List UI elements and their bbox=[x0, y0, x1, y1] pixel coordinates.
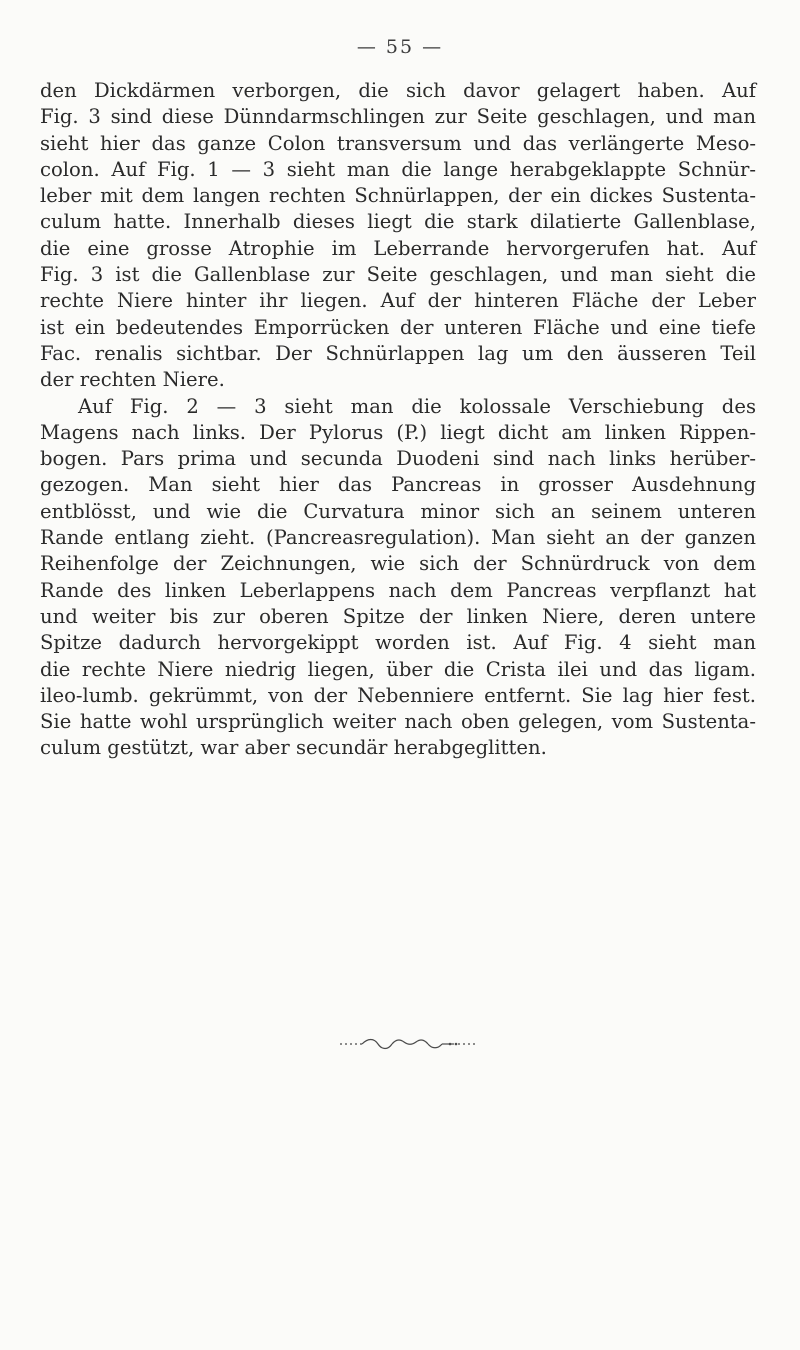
text-line: den Dickdärmen verborgen, die sich davor gelagert haben. Auf bbox=[40, 79, 756, 102]
text-line: Fac. renalis sichtbar. Der Schnürlappen lag um den äusseren Teil bbox=[40, 341, 756, 365]
page-number: — 55 — bbox=[356, 36, 444, 58]
text-line: ist ein bedeutendes Emporrücken der unteren Fläche und eine tiefe bbox=[40, 315, 756, 339]
text-line: Rande entlang zieht. (Pancreasregulation). Man sieht an der ganzen bbox=[40, 526, 756, 550]
text-line: entblösst, und wie die Curvatura minor sich an seinem unteren bbox=[40, 499, 756, 523]
text-line: rechte Niere hinter ihr liegen. Auf der hinteren Fläche der Leber bbox=[40, 289, 756, 313]
text-line: Reihenfolge der Zeichnungen, wie sich der Schnürdruck von dem bbox=[40, 552, 756, 576]
text-line: sieht hier das ganze Colon transversum und das verlängerte Meso- bbox=[40, 131, 756, 155]
text-line: die eine grosse Atrophie im Leberrande hervorgerufen hat. Auf bbox=[40, 236, 756, 260]
text-line: Magens nach links. Der Pylorus (P.) liegt dicht am linken Rippen- bbox=[40, 420, 756, 444]
text-line: Auf Fig. 2 — 3 sieht man die kolossale Verschiebung des bbox=[78, 394, 756, 418]
text-line: culum hatte. Innerhalb dieses liegt die stark dilatierte Gallenblase, bbox=[40, 210, 756, 234]
paragraph-2 bbox=[40, 394, 756, 762]
text-line: der rechten Niere. bbox=[40, 368, 225, 392]
text-line: culum gestützt, war aber secundär herabgeglitten. bbox=[40, 736, 547, 760]
text-line: und weiter bis zur oberen Spitze der linken Niere, deren untere bbox=[40, 604, 756, 628]
text-line: leber mit dem langen rechten Schnürlappen, der ein dickes Sustenta- bbox=[40, 184, 756, 208]
text-line: die rechte Niere niedrig liegen, über die Crista ilei und das ligam. bbox=[40, 657, 756, 681]
end-ornament-icon bbox=[338, 1037, 478, 1051]
text-line: Spitze dadurch hervorgekippt worden ist. Auf Fig. 4 sieht man bbox=[40, 631, 756, 655]
text-line: bogen. Pars prima und secunda Duodeni sind nach links herüber- bbox=[40, 447, 756, 471]
text-line: Fig. 3 sind diese Dünndarmschlingen zur Seite geschlagen, und man bbox=[40, 105, 756, 129]
paragraph-1 bbox=[40, 78, 756, 394]
text-line: Fig. 3 ist die Gallenblase zur Seite geschlagen, und man sieht die bbox=[40, 263, 756, 287]
text-line: Sie hatte wohl ursprünglich weiter nach oben gelegen, vom Sustenta- bbox=[40, 710, 756, 734]
text-line: Rande des linken Leberlappens nach dem Pancreas verpflanzt hat bbox=[40, 578, 756, 602]
text-line: gezogen. Man sieht hier das Pancreas in grosser Ausdehnung bbox=[40, 473, 756, 497]
text-line: ileo-lumb. gekrümmt, von der Nebenniere entfernt. Sie lag hier fest. bbox=[40, 683, 756, 707]
text-line: colon. Auf Fig. 1 — 3 sieht man die lange herabgeklappte Schnür- bbox=[40, 157, 756, 181]
body-text bbox=[40, 78, 756, 762]
